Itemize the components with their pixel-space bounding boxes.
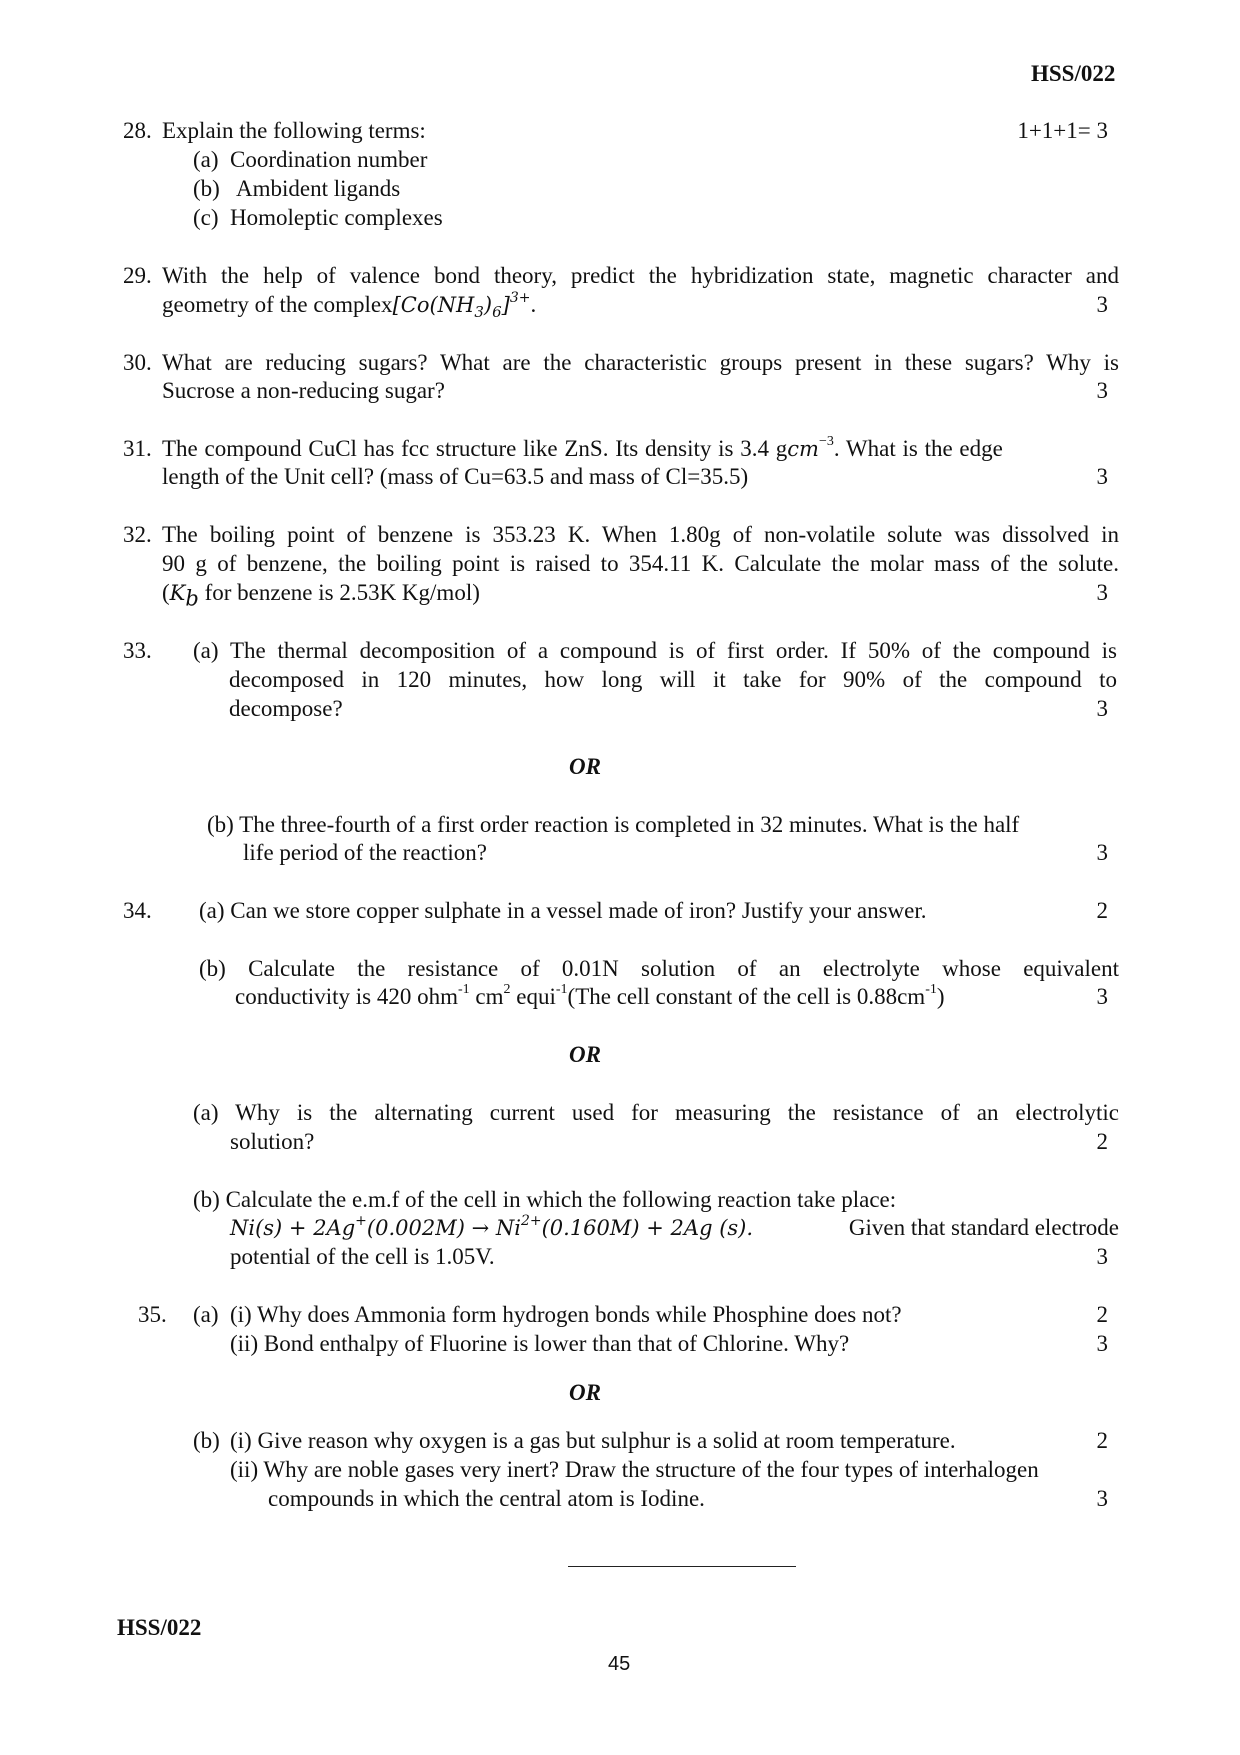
q28-a-label: (a) [193, 147, 219, 172]
q34-alt-b-line-1: (b) Calculate the e.m.f of the cell in which the following reaction take place: [193, 1187, 897, 1212]
q34-number: 34. [123, 898, 152, 923]
formula-charge: 3+ [509, 290, 531, 306]
end-rule [568, 1566, 796, 1567]
q33-a-marks: 3 [1096, 696, 1108, 721]
q34-reaction-equation [230, 1213, 754, 1240]
q28-c-label: (c) [193, 205, 219, 230]
q35-a-i-marks: 2 [1096, 1302, 1108, 1327]
q35-number: 35. [138, 1302, 167, 1327]
q29-number: 29. [123, 263, 152, 288]
eq-sup-2: 2+ [520, 1213, 542, 1229]
q29-marks: 3 [1096, 292, 1108, 317]
q35-b-ii-line-2: compounds in which the central atom is Iodine. [268, 1486, 705, 1511]
q35-b-i: (i) Give reason why oxygen is a gas but sulphur is a solid at room temperature. [230, 1428, 956, 1453]
q29-line-1: With the help of valence bond theory, predict the hybridization state, magnetic character and [162, 263, 1119, 288]
q31-number: 31. [123, 436, 152, 461]
q31-unit-exponent: −3 [818, 434, 834, 450]
q28-c-text: Homoleptic complexes [230, 205, 443, 230]
q34-alt-b-line-2 [230, 1213, 1119, 1243]
q34-b-sup-4: -1 [925, 982, 937, 998]
q32-number: 32. [123, 522, 152, 547]
eq-sup-1: + [355, 1213, 367, 1229]
q32-marks: 3 [1096, 580, 1108, 605]
q35-b-label: (b) [193, 1428, 220, 1453]
q34-alt-a-line-1: (a) Why is the alternating current used for measuring the resistance of an electrolytic [193, 1100, 1119, 1125]
q34-a-text: (a) Can we store copper sulphate in a vessel made of iron? Justify your answer. [199, 898, 927, 923]
q34-alt-a-marks: 2 [1096, 1129, 1108, 1154]
q32-kb-subscript: b [185, 586, 199, 611]
q34-alt-b-line-2-post: Given that standard electrode [848, 1215, 1119, 1240]
formula-main: [Co(NH [392, 293, 475, 317]
q34-alt-b-marks: 3 [1096, 1244, 1108, 1269]
q30-marks: 3 [1096, 378, 1108, 403]
q32-line-3-text: for benzene is 2.53K Kg/mol) [198, 580, 480, 605]
q35-a-ii: (ii) Bond enthalpy of Fluorine is lower than that of Chlorine. Why? [230, 1331, 850, 1356]
q29-line-2 [162, 290, 536, 320]
q34-b-sup-2: 2 [503, 982, 511, 998]
q31-line-2: length of the Unit cell? (mass of Cu=63.5 and mass of Cl=35.5) [162, 464, 749, 489]
q28-b-label: (b) [193, 176, 220, 201]
q34-b-sup-3: -1 [555, 982, 568, 998]
q28-a-text: Coordination number [230, 147, 428, 172]
q34-b-text-d: (The cell constant of the cell is 0.88cm [567, 984, 926, 1009]
q33-b-line-1: (b) The three-fourth of a first order reaction is completed in 32 minutes. What is the half [207, 812, 1020, 837]
q28-b-text: Ambident ligands [236, 176, 401, 201]
q33-number: 33. [123, 638, 152, 663]
formula-mid: ) [483, 293, 493, 317]
q31-marks: 3 [1096, 464, 1108, 489]
q34-b-marks: 3 [1096, 984, 1108, 1009]
q34-alt-a-line-2: solution? [230, 1129, 315, 1154]
q35-b-ii-marks: 3 [1096, 1486, 1108, 1511]
q29-complex-formula [392, 290, 531, 322]
q35-a-i: (i) Why does Ammonia form hydrogen bonds while Phosphine does not? [230, 1302, 902, 1327]
formula-sub-2: 6 [492, 303, 502, 322]
q35-or: OR [569, 1380, 601, 1405]
q35-a-ii-marks: 3 [1096, 1331, 1108, 1356]
q34-alt-b-line-3: potential of the cell is 1.05V. [230, 1244, 495, 1269]
q34-b-text-c: equi [510, 984, 556, 1009]
q31-line-1 [162, 434, 1119, 464]
q33-a-line-3: decompose? [229, 696, 343, 721]
eq-part-a: Ni(s) + 2Ag [230, 1216, 356, 1240]
q29-line-2-text: geometry of the complex [162, 292, 393, 317]
q33-or: OR [569, 754, 601, 779]
q34-or: OR [569, 1042, 601, 1067]
eq-part-c: (0.160M) + 2Ag (s). [541, 1216, 754, 1240]
eq-part-b: (0.002M) → Ni [366, 1216, 521, 1240]
q34-b-text-e: ) [936, 984, 945, 1009]
q35-b-ii-line-1: (ii) Why are noble gases very inert? Draw the structure of the four types of interhalogen [230, 1457, 1039, 1482]
formula-sub: 3 [474, 303, 484, 322]
q34-b-text-a: conductivity is 420 ohm [235, 984, 458, 1009]
q33-b-marks: 3 [1096, 840, 1108, 865]
q28-marks: 1+1+1= 3 [1017, 118, 1108, 143]
q33-b-line-2: life period of the reaction? [243, 840, 487, 865]
q34-a-marks: 2 [1096, 898, 1108, 923]
q30-line-1: What are reducing sugars? What are the characteristic groups present in these sugars? Why is [162, 350, 1119, 375]
page-number: 45 [608, 1653, 631, 1675]
q30-line-2: Sucrose a non-reducing sugar? [162, 378, 445, 403]
footer-code: HSS/022 [117, 1615, 202, 1640]
formula-close: ] [501, 293, 510, 317]
q34-b-line-2 [235, 982, 945, 1011]
q32-kb-symbol: K [169, 581, 186, 605]
q35-b-i-marks: 2 [1096, 1428, 1108, 1453]
q31-line-1-post: . What is the edge [833, 436, 1003, 461]
q28-number: 28. [123, 118, 152, 143]
q32-line-3 [162, 578, 480, 611]
q34-b-sup-1: -1 [457, 982, 470, 998]
q32-line-1: The boiling point of benzene is 353.23 K. When 1.80g of non-volatile solute was dissolved in [162, 522, 1119, 547]
q32-paren: ( [162, 580, 170, 605]
header-code: HSS/022 [1031, 61, 1116, 86]
q33-a-line-2: decomposed in 120 minutes, how long will it take for 90% of the compound to [229, 667, 1117, 692]
q28-stem: Explain the following terms: [162, 118, 426, 143]
q33-a-line-1: (a) The thermal decomposition of a compound is of first order. If 50% of the compound is [193, 638, 1117, 663]
q31-line-1-pre: The compound CuCl has fcc structure like ZnS. Its density is 3.4 g [162, 436, 788, 461]
q34-b-text-b: cm [469, 984, 504, 1009]
q34-b-line-1: (b) Calculate the resistance of 0.01N solution of an electrolyte whose equivalent [199, 956, 1119, 981]
q35-a-label: (a) [193, 1302, 219, 1327]
q31-unit: cm [787, 437, 819, 461]
q30-number: 30. [123, 350, 152, 375]
formula-end: . [530, 292, 537, 317]
q32-line-2: 90 g of benzene, the boiling point is raised to 354.11 K. Calculate the molar mass of the solute. [162, 551, 1119, 576]
